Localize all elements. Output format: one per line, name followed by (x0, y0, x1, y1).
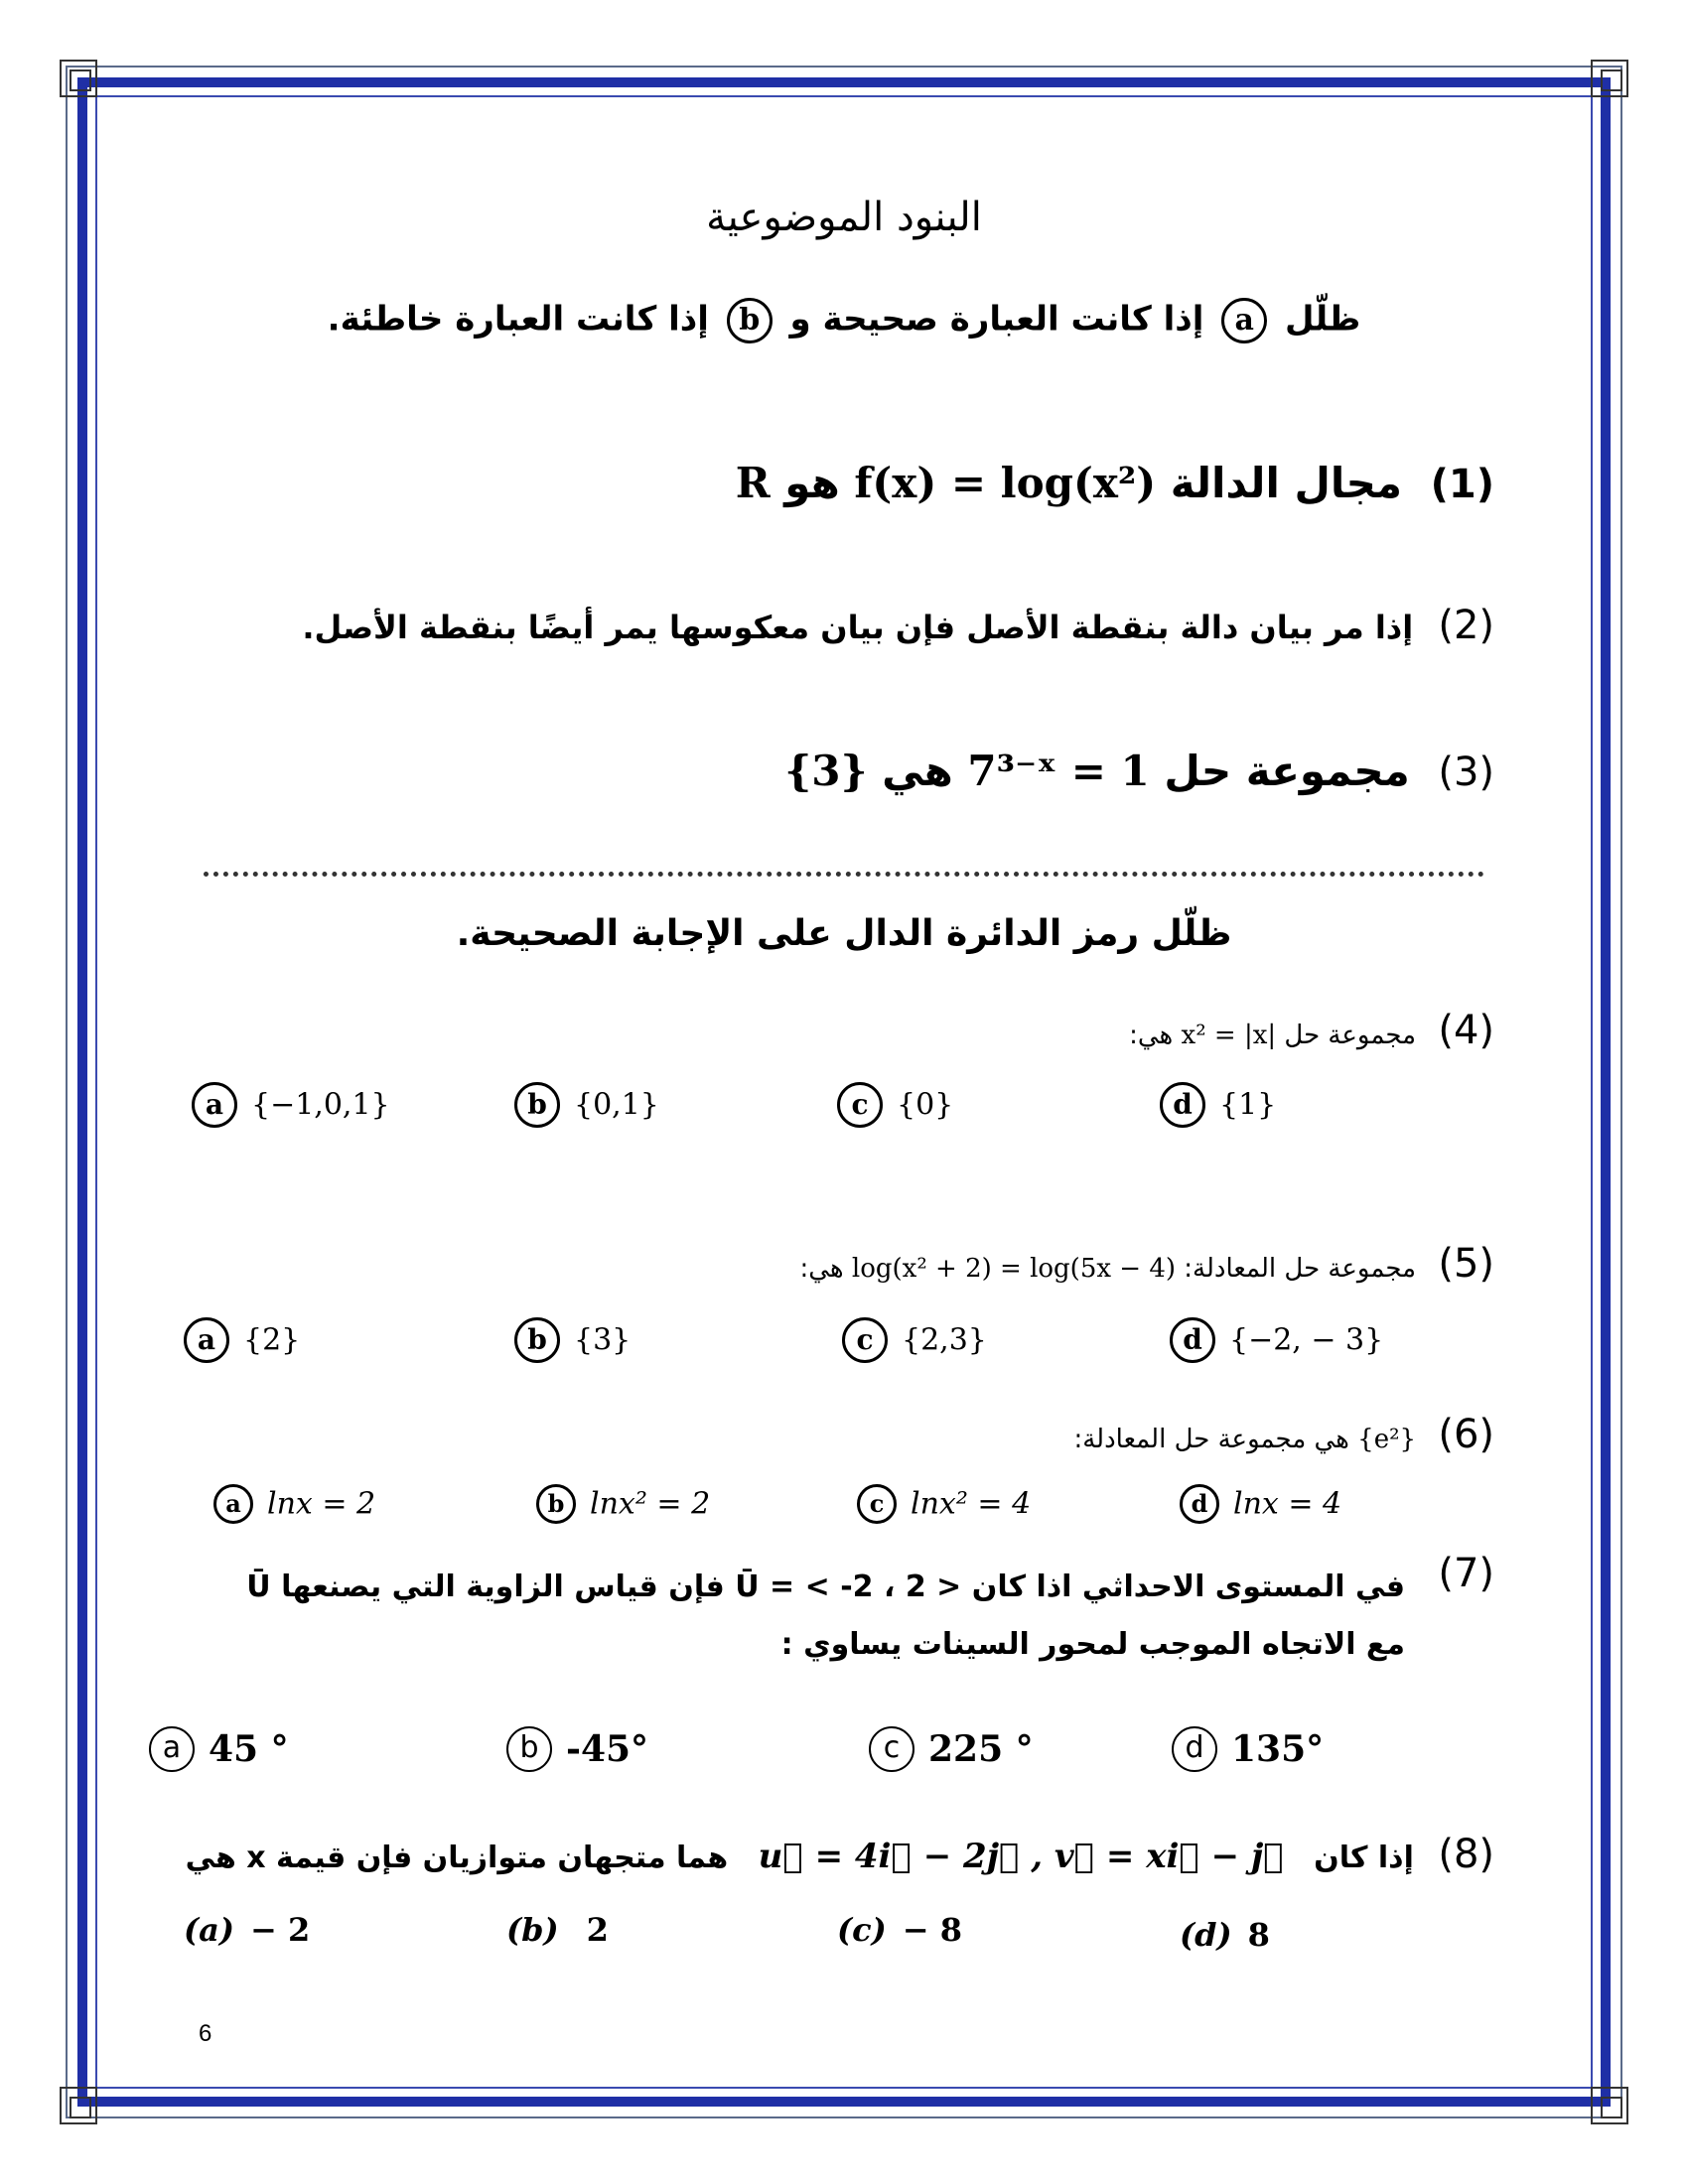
option-6d[interactable]: d lnx = 4 (1180, 1484, 1341, 1524)
section-divider (204, 872, 1484, 877)
corner-ornament (60, 60, 97, 97)
option-7a[interactable]: a 45 ° (149, 1725, 289, 1772)
question-1-math: f(x) = log(x²) (854, 459, 1157, 507)
question-4: (4) مجموعة حل x² = |x| هي: (1129, 1008, 1494, 1053)
corner-ornament (1591, 2087, 1628, 2124)
option-7b[interactable]: b -45° (506, 1725, 648, 1772)
question-1: (1) مجال الدالة f(x) = log(x²) هو R (735, 459, 1494, 507)
option-8c[interactable]: (c) − 8 (837, 1911, 962, 1949)
option-6c[interactable]: c lnx² = 4 (857, 1484, 1031, 1524)
option-5d[interactable]: d {−2, − 3} (1170, 1317, 1383, 1363)
option-8b[interactable]: (b) 2 (506, 1911, 609, 1949)
option-b-marker: b (727, 298, 773, 343)
option-4b[interactable]: b {0,1} (514, 1082, 659, 1128)
option-6b[interactable]: b lnx² = 2 (536, 1484, 710, 1524)
option-6a[interactable]: a lnx = 2 (213, 1484, 375, 1524)
question-3: (3) مجموعة حل 7³⁻ˣ = 1 هي {3} (784, 747, 1494, 795)
option-a-marker: a (1221, 298, 1267, 343)
option-7c[interactable]: c 225 ° (869, 1725, 1034, 1772)
question-3-math: 7³⁻ˣ = 1 (967, 747, 1150, 795)
option-4c[interactable]: c {0} (837, 1082, 953, 1128)
option-4d[interactable]: d {1} (1160, 1082, 1276, 1128)
option-5c[interactable]: c {2,3} (842, 1317, 987, 1363)
question-5: (5) مجموعة حل المعادلة: log(x² + 2) = log(5x − 4) هي: (799, 1241, 1494, 1287)
option-5a[interactable]: a {2} (184, 1317, 300, 1363)
true-false-instruction: ظلّل a إذا كانت العبارة صحيحة و b إذا كانت العبارة خاطئة. (0, 298, 1688, 343)
question-7: (7) في المستوى الاحداثي اذا كان < 2 ، 2- > = Ū فإن قياس الزاوية التي يصنعها Ū مع الاتجاه الموجب لمحور السينات يساوي : (246, 1551, 1494, 1662)
page-number: 6 (199, 2020, 212, 2047)
page-title: البنود الموضوعية (706, 195, 982, 240)
corner-ornament (1591, 60, 1628, 97)
option-7d[interactable]: d 135° (1172, 1725, 1324, 1772)
option-4a[interactable]: a {−1,0,1} (192, 1082, 390, 1128)
option-8d[interactable]: (d) 8 (1180, 1916, 1270, 1954)
question-8: (8) إذا كان u⃗ = 4i⃗ − 2j⃗ , v⃗ = xi⃗ − j⃗ هما متجهان متوازيان فإن قيمة x هي (185, 1832, 1494, 1877)
option-5b[interactable]: b {3} (514, 1317, 631, 1363)
question-6: (6) {e²} هي مجموعة حل المعادلة: (1073, 1412, 1494, 1457)
corner-ornament (60, 2087, 97, 2124)
option-8a[interactable]: (a) − 2 (184, 1911, 311, 1949)
mcq-instruction: ظلّل رمز الدائرة الدال على الإجابة الصحيحة. (456, 913, 1232, 954)
question-2: (2) إذا مر بيان دالة بنقطة الأصل فإن بيان معكوسها يمر أيضًا بنقطة الأصل. (302, 603, 1494, 648)
